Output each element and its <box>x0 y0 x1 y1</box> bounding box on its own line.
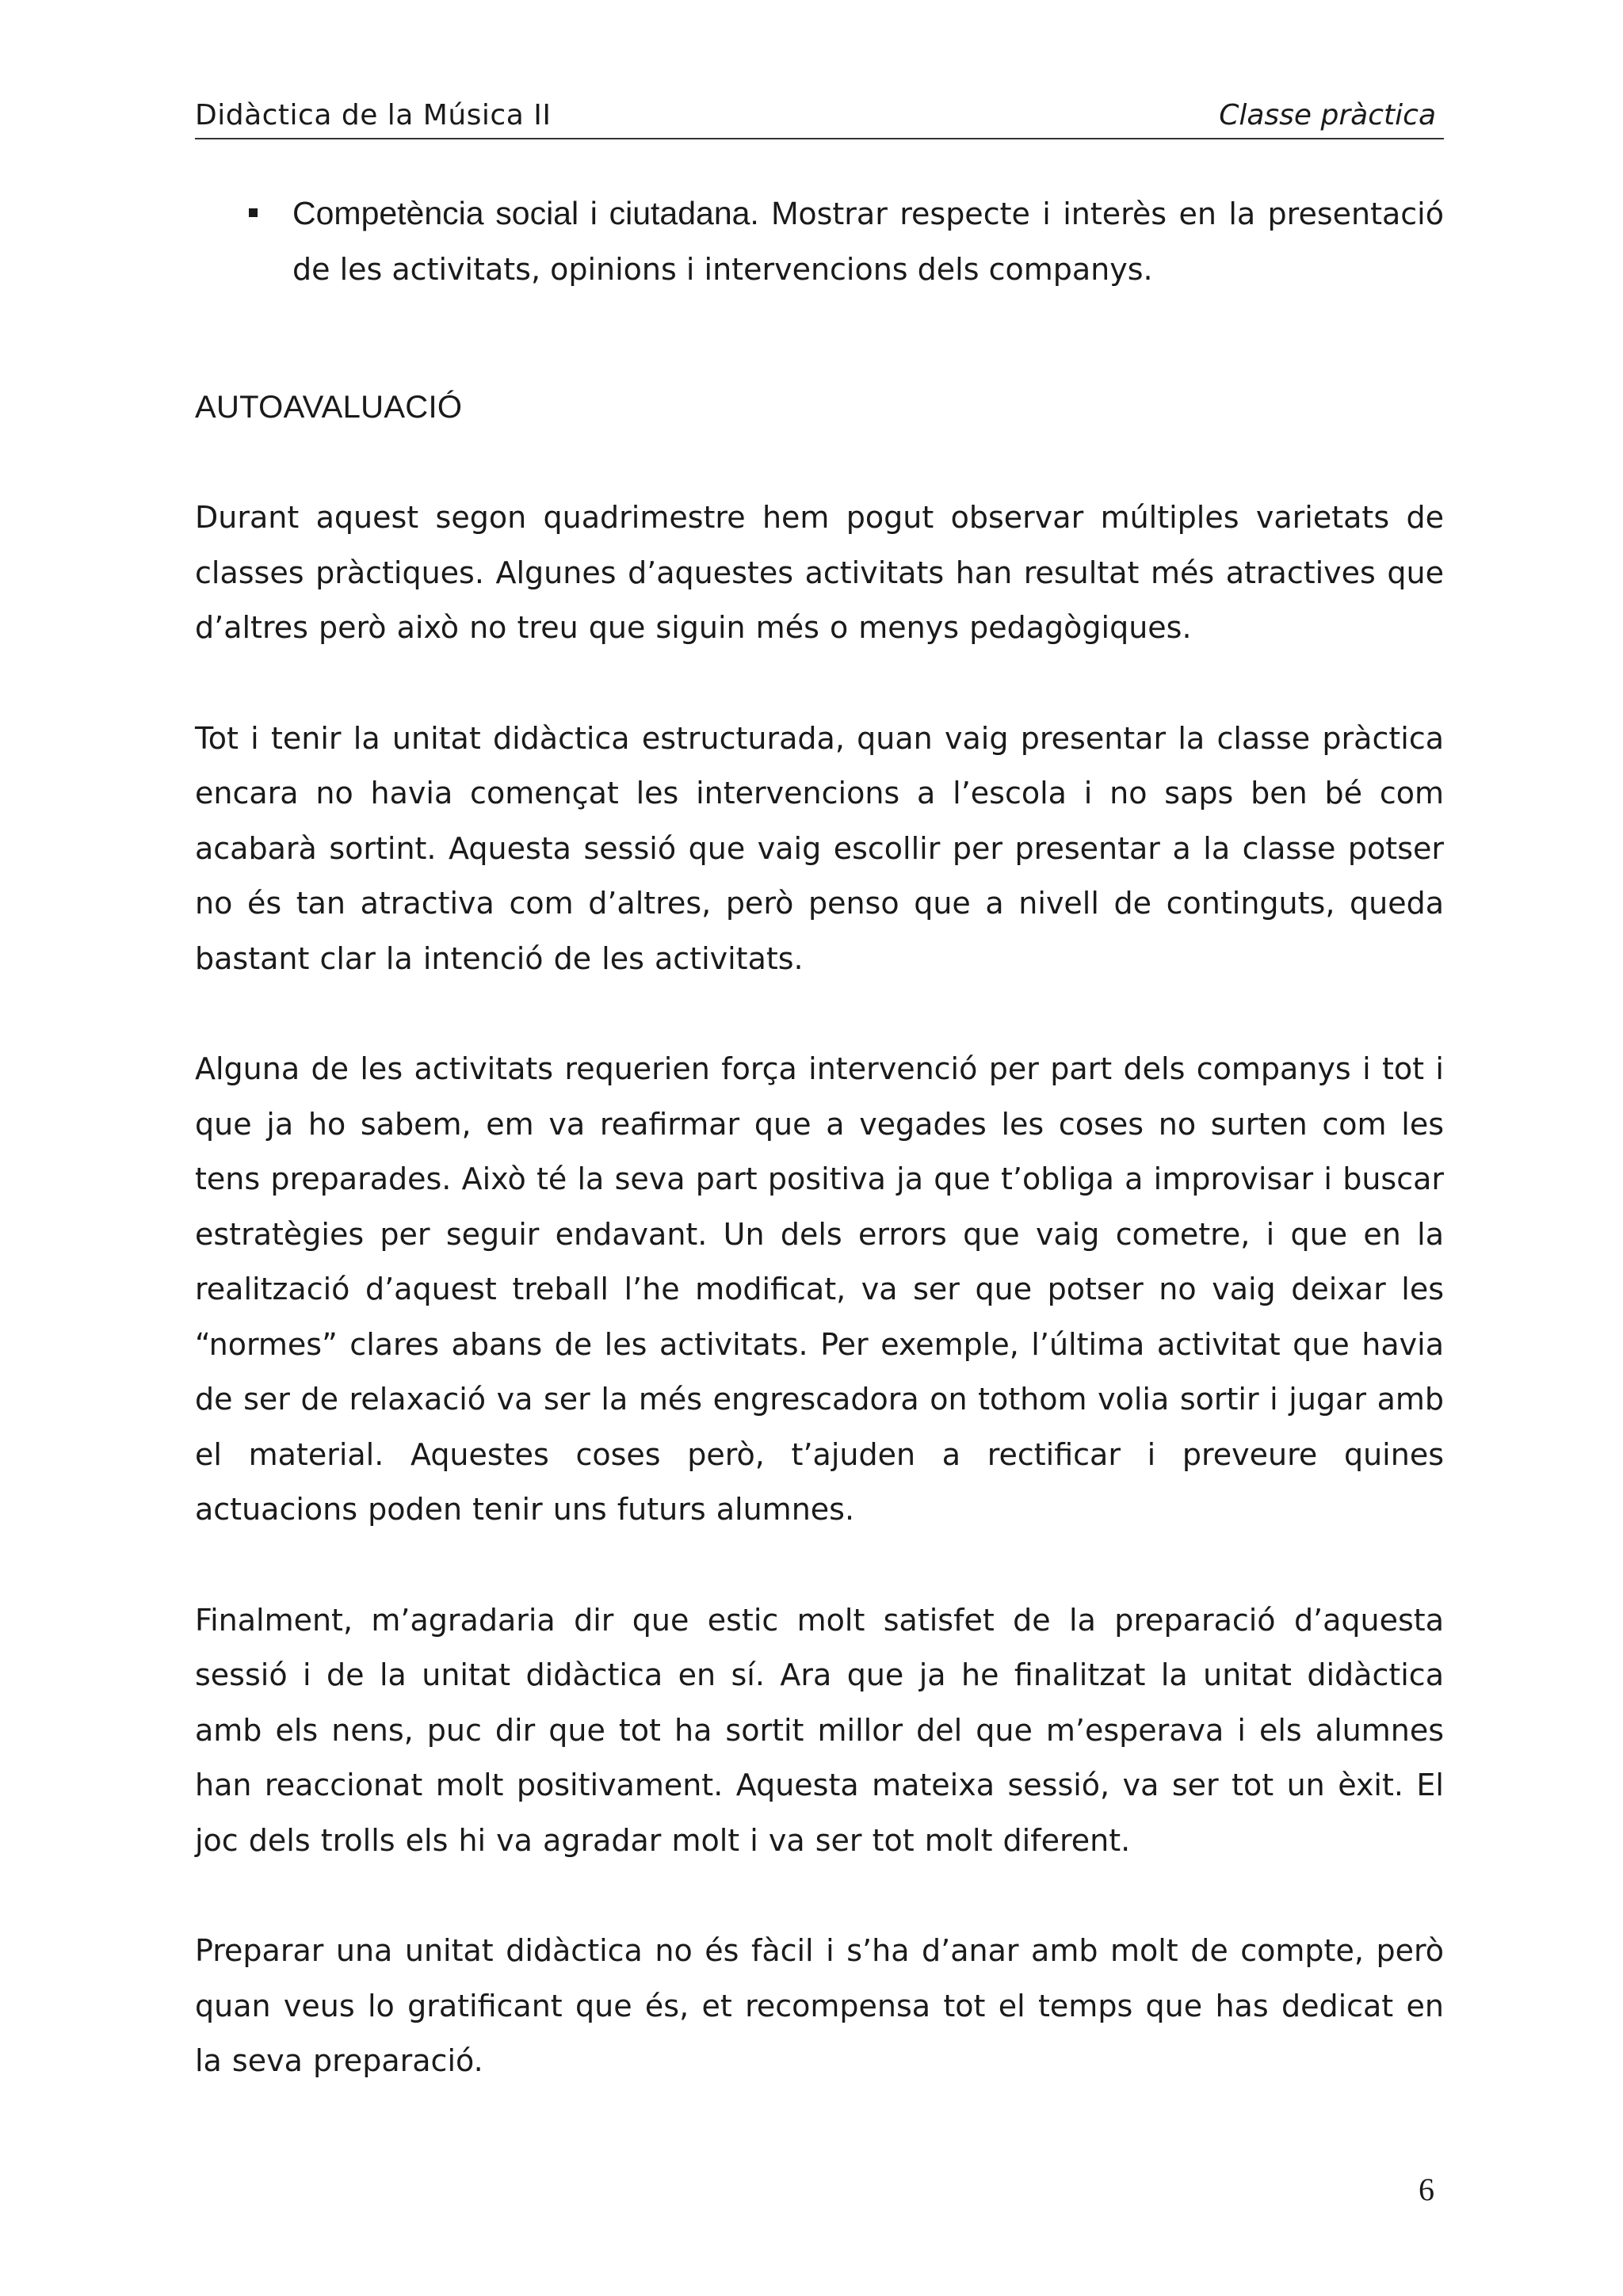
paragraph: Durant aquest segon quadrimestre hem pogut observar múltiples varietats de classes pràctiques. Algunes d’aquestes activitats han resultat més atractives que d’altres però això no treu que siguin més o menys pedagògiques. <box>195 500 1444 645</box>
bullet-lead: Competència social i ciutadana. <box>292 195 759 231</box>
section-heading: AUTOAVALUACIÓ <box>195 390 463 425</box>
bullet-text <box>292 185 1444 297</box>
paragraph: Tot i tenir la unitat didàctica estructurada, quan vaig presentar la classe pràctica encara no havia començat les intervencions a l’escola i no saps ben bé com acabarà sortint. Aquesta sessió que vaig escollir per presentar a la classe potser no és tan atractiva com d’altres, però penso que a nivell de continguts, queda bastant clar la intenció de les activitats. <box>195 720 1444 976</box>
bullet-body: ostrar respecte i interès en la presentació de les activitats, opinions i intervencions dels companys. <box>292 196 1444 287</box>
paragraph: Finalment, m’agradaria dir que estic molt satisfet de la preparació d’aquesta sessió i de la unitat didàctica en sí. Ara que ja he finalitzat la unitat didàctica amb els nens, puc dir que tot ha sortit millor del que m’esperava i els alumnes han reaccionat molt positivament. Aquesta mateixa sessió, va ser tot un èxit. El joc dels trolls els hi va agradar molt i va ser tot molt diferent. <box>195 1602 1444 1858</box>
bullet-item <box>195 185 1444 297</box>
paragraph: Preparar una unitat didàctica no és fàcil i s’ha d’anar amb molt de compte, però quan veus lo gratificant que és, et recompensa tot el temps que has dedicat en la seva preparació. <box>195 1933 1444 2078</box>
square-bullet-icon <box>195 185 292 241</box>
header-course-title: Didàctica de la Música II <box>195 99 552 132</box>
header-document-type: Classe pràctica <box>1219 99 1436 132</box>
page-number: 6 <box>1419 2172 1434 2207</box>
bullet-first-letter: M <box>771 195 799 231</box>
page-header <box>195 93 1444 139</box>
paragraph: Alguna de les activitats requerien força intervenció per part dels companys i tot i que ja ho sabem, em va reafirmar que a vegades les coses no surten com les tens preparades. Això té la seva part positiva ja que t’obliga a improvisar i buscar estratègies per seguir endavant. Un dels errors que vaig cometre, i que en la realització d’aquest treball l’he modificat, va ser que potser no vaig deixar les “normes” clares abans de les activitats. Per exemple, l’última activitat que havia de ser de relaxació va ser la més engrescadora on tothom volia sortir i jugar amb el material. Aquestes coses però, t’ajuden a rectificar i preveure quines actuacions poden tenir uns futurs alumnes. <box>195 1051 1444 1527</box>
page-content <box>195 185 1444 2089</box>
